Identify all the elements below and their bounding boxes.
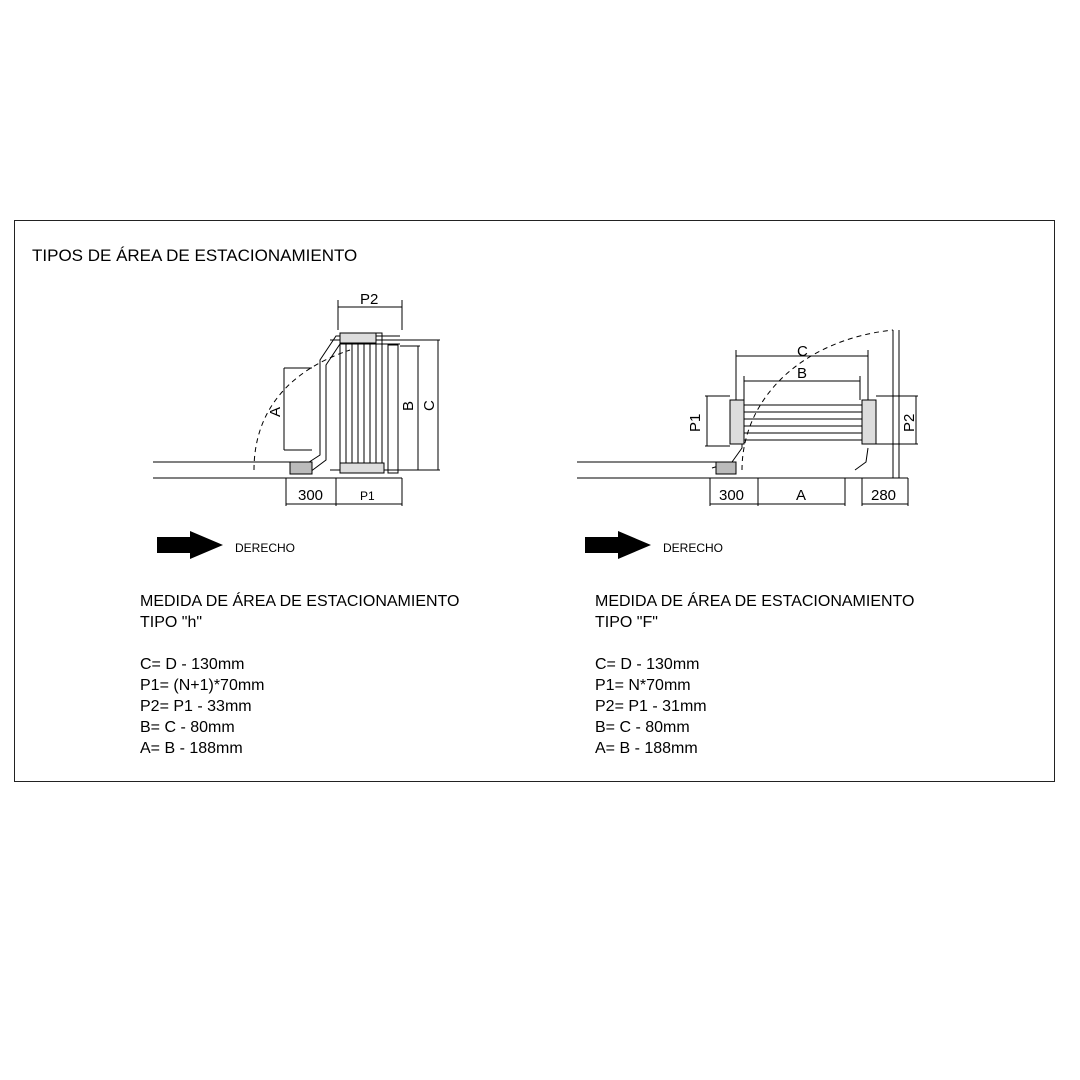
page-title: TIPOS DE ÁREA DE ESTACIONAMIENTO [32,246,358,265]
dim-label-p2: P2 [901,413,918,432]
diagram-type-F [577,330,918,506]
dim-label-a: A [267,406,284,417]
dim-label-300: 300 [719,487,745,504]
formula-a: A= B - 188mm [595,740,698,757]
dim-label-p1: P1 [360,489,375,503]
dim-label-b: B [400,400,417,411]
panel-h-text [140,591,459,759]
dim-label-a: A [796,487,807,504]
dim-label-b: B [797,365,808,382]
formula-p2: P2= P1 - 33mm [140,698,252,715]
formula-b: B= C - 80mm [595,719,690,736]
panel-type: TIPO "F" [595,614,658,631]
panel-heading: MEDIDA DE ÁREA DE ESTACIONAMIENTO [140,593,460,610]
formula-p2: P2= P1 - 31mm [595,698,707,715]
dim-label-280: 280 [871,487,897,504]
direction-arrow-icon [157,531,223,559]
formula-p1: P1= N*70mm [595,677,691,694]
panel-heading: MEDIDA DE ÁREA DE ESTACIONAMIENTO [595,593,915,610]
dim-label-p2: P2 [360,291,379,308]
dim-label-c: C [421,400,438,411]
formula-c: C= D - 130mm [595,656,700,673]
diagram-type-h [153,300,440,506]
dim-label-p1: P1 [687,413,704,432]
panel-type: TIPO "h" [140,614,203,631]
direction-arrow-icon [585,531,651,559]
formula-c: C= D - 130mm [140,656,245,673]
direction-label: DERECHO [235,541,296,555]
formula-p1: P1= (N+1)*70mm [140,677,265,694]
direction-label: DERECHO [663,541,724,555]
panel-F-text [595,591,914,759]
formula-b: B= C - 80mm [140,719,235,736]
dim-label-300: 300 [298,487,324,504]
dim-label-c: C [797,343,808,360]
formula-a: A= B - 188mm [140,740,243,757]
